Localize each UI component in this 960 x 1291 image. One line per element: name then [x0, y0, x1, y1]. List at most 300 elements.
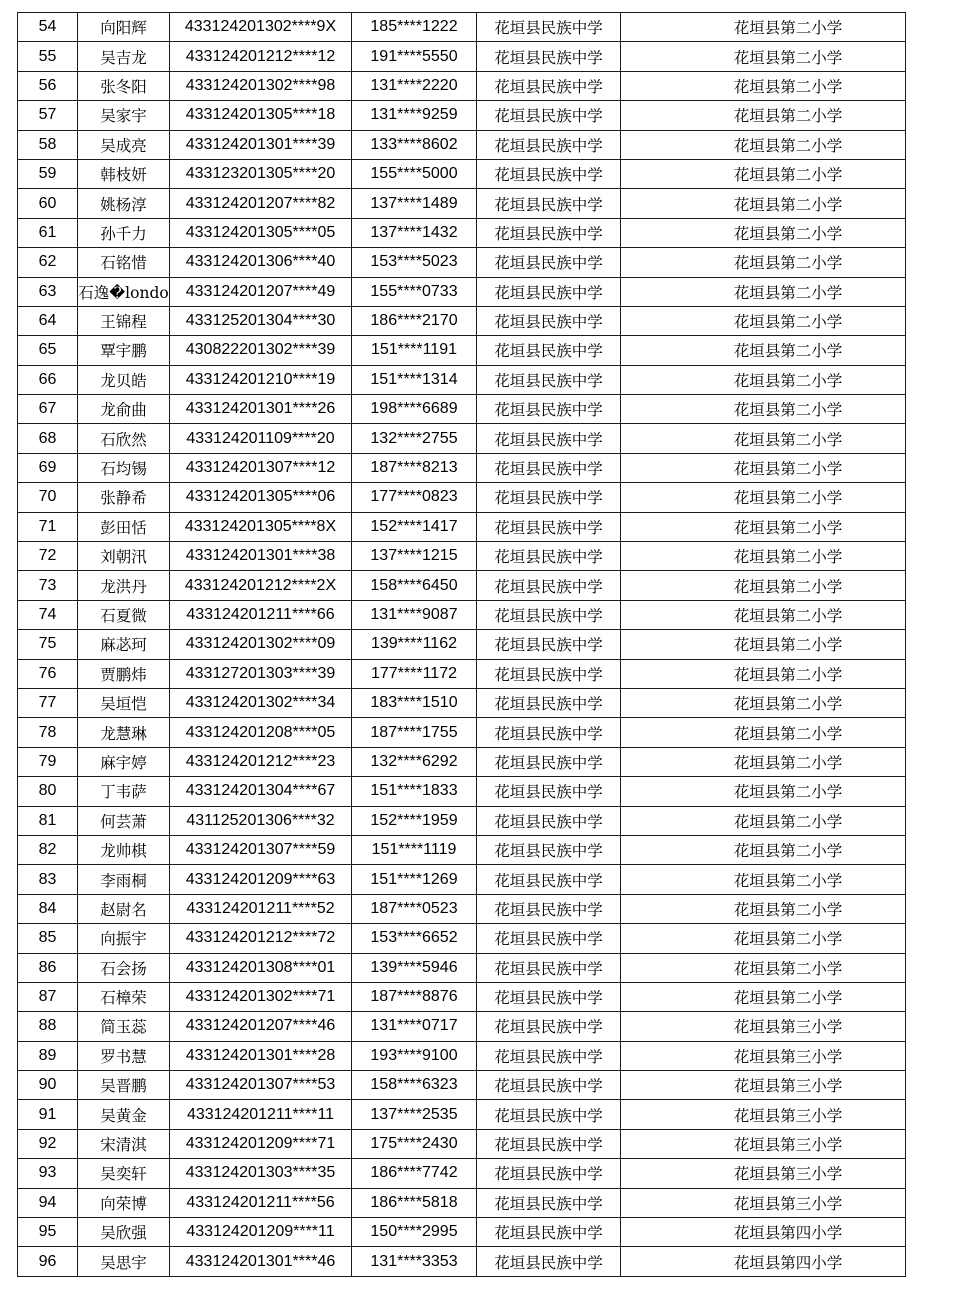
student-name-cell: 吴思宇	[78, 1247, 170, 1276]
id-number-cell: 433124201301****26	[170, 395, 352, 424]
id-number-cell: 433124201211****66	[170, 600, 352, 629]
id-number-cell: 430822201302****39	[170, 336, 352, 365]
current-school-cell: 花垣县民族中学	[477, 453, 621, 482]
phone-cell: 139****1162	[352, 630, 477, 659]
target-school-cell: 花垣县第二小学	[621, 982, 906, 1011]
current-school-cell: 花垣县民族中学	[477, 982, 621, 1011]
student-name-cell: 覃宇鹏	[78, 336, 170, 365]
student-name-cell: 吴家宇	[78, 101, 170, 130]
table-row	[18, 630, 906, 659]
current-school-cell: 花垣县民族中学	[477, 835, 621, 864]
phone-cell: 151****1119	[352, 835, 477, 864]
row-number-cell: 70	[18, 483, 78, 512]
id-number-cell: 433124201207****49	[170, 277, 352, 306]
table-row	[18, 747, 906, 776]
table-row	[18, 924, 906, 953]
table-row	[18, 1159, 906, 1188]
current-school-cell: 花垣县民族中学	[477, 1041, 621, 1070]
student-name-cell: 何芸萧	[78, 806, 170, 835]
id-number-cell: 433124201109****20	[170, 424, 352, 453]
row-number-cell: 72	[18, 542, 78, 571]
current-school-cell: 花垣县民族中学	[477, 600, 621, 629]
row-number-cell: 90	[18, 1071, 78, 1100]
target-school-cell: 花垣县第三小学	[621, 1071, 906, 1100]
id-number-cell: 431125201306****32	[170, 806, 352, 835]
phone-cell: 139****5946	[352, 953, 477, 982]
id-number-cell: 433124201301****38	[170, 542, 352, 571]
table-row	[18, 189, 906, 218]
target-school-cell: 花垣县第二小学	[621, 865, 906, 894]
target-school-cell: 花垣县第二小学	[621, 248, 906, 277]
current-school-cell: 花垣县民族中学	[477, 1071, 621, 1100]
target-school-cell: 花垣县第四小学	[621, 1218, 906, 1247]
table-body	[18, 13, 906, 1277]
table-row	[18, 865, 906, 894]
target-school-cell: 花垣县第三小学	[621, 1100, 906, 1129]
row-number-cell: 91	[18, 1100, 78, 1129]
target-school-cell: 花垣县第二小学	[621, 453, 906, 482]
current-school-cell: 花垣县民族中学	[477, 777, 621, 806]
phone-cell: 131****2220	[352, 71, 477, 100]
phone-cell: 132****6292	[352, 747, 477, 776]
table-row	[18, 1247, 906, 1276]
row-number-cell: 79	[18, 747, 78, 776]
phone-cell: 183****1510	[352, 688, 477, 717]
phone-cell: 155****5000	[352, 159, 477, 188]
table-row	[18, 306, 906, 335]
id-number-cell: 433124201210****19	[170, 365, 352, 394]
phone-cell: 133****8602	[352, 130, 477, 159]
student-name-cell: 丁韦萨	[78, 777, 170, 806]
table-row	[18, 777, 906, 806]
row-number-cell: 59	[18, 159, 78, 188]
id-number-cell: 433124201208****05	[170, 718, 352, 747]
target-school-cell: 花垣县第二小学	[621, 159, 906, 188]
current-school-cell: 花垣县民族中学	[477, 865, 621, 894]
target-school-cell: 花垣县第三小学	[621, 1129, 906, 1158]
target-school-cell: 花垣县第二小学	[621, 542, 906, 571]
student-name-cell: 孙千力	[78, 218, 170, 247]
phone-cell: 187****1755	[352, 718, 477, 747]
table-row	[18, 218, 906, 247]
phone-cell: 150****2995	[352, 1218, 477, 1247]
current-school-cell: 花垣县民族中学	[477, 365, 621, 394]
student-name-cell: 向荣博	[78, 1188, 170, 1217]
current-school-cell: 花垣县民族中学	[477, 71, 621, 100]
current-school-cell: 花垣县民族中学	[477, 571, 621, 600]
id-number-cell: 433127201303****39	[170, 659, 352, 688]
table-row	[18, 483, 906, 512]
table-row	[18, 982, 906, 1011]
current-school-cell: 花垣县民族中学	[477, 306, 621, 335]
phone-cell: 152****1959	[352, 806, 477, 835]
student-name-cell: 石会扬	[78, 953, 170, 982]
id-number-cell: 433124201304****67	[170, 777, 352, 806]
target-school-cell: 花垣县第二小学	[621, 336, 906, 365]
phone-cell: 177****0823	[352, 483, 477, 512]
table-row	[18, 806, 906, 835]
id-number-cell: 433124201307****53	[170, 1071, 352, 1100]
phone-cell: 153****5023	[352, 248, 477, 277]
current-school-cell: 花垣县民族中学	[477, 718, 621, 747]
student-name-cell: 麻苾珂	[78, 630, 170, 659]
student-name-cell: 龙慧琳	[78, 718, 170, 747]
student-name-cell: 石铭惜	[78, 248, 170, 277]
current-school-cell: 花垣县民族中学	[477, 1159, 621, 1188]
table-row	[18, 1071, 906, 1100]
id-number-cell: 433124201307****59	[170, 835, 352, 864]
target-school-cell: 花垣县第二小学	[621, 747, 906, 776]
target-school-cell: 花垣县第四小学	[621, 1247, 906, 1276]
id-number-cell: 433124201302****9X	[170, 13, 352, 42]
phone-cell: 187****8876	[352, 982, 477, 1011]
target-school-cell: 花垣县第二小学	[621, 630, 906, 659]
target-school-cell: 花垣县第二小学	[621, 395, 906, 424]
id-number-cell: 433124201209****71	[170, 1129, 352, 1158]
phone-cell: 185****1222	[352, 13, 477, 42]
table-row	[18, 159, 906, 188]
id-number-cell: 433124201301****39	[170, 130, 352, 159]
target-school-cell: 花垣县第二小学	[621, 953, 906, 982]
row-number-cell: 63	[18, 277, 78, 306]
student-name-cell: 麻宇婷	[78, 747, 170, 776]
table-row	[18, 571, 906, 600]
student-name-cell: 石樟荣	[78, 982, 170, 1011]
target-school-cell: 花垣县第二小学	[621, 101, 906, 130]
target-school-cell: 花垣县第二小学	[621, 306, 906, 335]
phone-cell: 151****1191	[352, 336, 477, 365]
target-school-cell: 花垣县第二小学	[621, 600, 906, 629]
current-school-cell: 花垣县民族中学	[477, 336, 621, 365]
id-number-cell: 433124201211****52	[170, 894, 352, 923]
table-row	[18, 42, 906, 71]
target-school-cell: 花垣县第二小学	[621, 365, 906, 394]
phone-cell: 131****3353	[352, 1247, 477, 1276]
row-number-cell: 64	[18, 306, 78, 335]
phone-cell: 131****9259	[352, 101, 477, 130]
table-row	[18, 1100, 906, 1129]
phone-cell: 132****2755	[352, 424, 477, 453]
table-row	[18, 365, 906, 394]
table-row	[18, 130, 906, 159]
id-number-cell: 433124201212****23	[170, 747, 352, 776]
phone-cell: 175****2430	[352, 1129, 477, 1158]
row-number-cell: 76	[18, 659, 78, 688]
target-school-cell: 花垣县第二小学	[621, 71, 906, 100]
student-name-cell: 石欣然	[78, 424, 170, 453]
target-school-cell: 花垣县第二小学	[621, 424, 906, 453]
target-school-cell: 花垣县第二小学	[621, 483, 906, 512]
target-school-cell: 花垣县第三小学	[621, 1159, 906, 1188]
id-number-cell: 433124201211****56	[170, 1188, 352, 1217]
phone-cell: 187****0523	[352, 894, 477, 923]
row-number-cell: 96	[18, 1247, 78, 1276]
student-name-cell: 韩枝妍	[78, 159, 170, 188]
current-school-cell: 花垣县民族中学	[477, 542, 621, 571]
phone-cell: 151****1314	[352, 365, 477, 394]
current-school-cell: 花垣县民族中学	[477, 806, 621, 835]
row-number-cell: 71	[18, 512, 78, 541]
current-school-cell: 花垣县民族中学	[477, 483, 621, 512]
row-number-cell: 62	[18, 248, 78, 277]
id-number-cell: 433124201207****82	[170, 189, 352, 218]
id-number-cell: 433124201308****01	[170, 953, 352, 982]
phone-cell: 191****5550	[352, 42, 477, 71]
student-name-cell: 吴欣强	[78, 1218, 170, 1247]
current-school-cell: 花垣县民族中学	[477, 924, 621, 953]
phone-cell: 153****6652	[352, 924, 477, 953]
student-name-cell: 罗书慧	[78, 1041, 170, 1070]
student-name-cell: 吴垣恺	[78, 688, 170, 717]
row-number-cell: 60	[18, 189, 78, 218]
target-school-cell: 花垣县第二小学	[621, 894, 906, 923]
student-name-cell: 龙帅棋	[78, 835, 170, 864]
student-name-cell: 贾鹏炜	[78, 659, 170, 688]
phone-cell: 187****8213	[352, 453, 477, 482]
phone-cell: 137****1489	[352, 189, 477, 218]
row-number-cell: 88	[18, 1012, 78, 1041]
id-number-cell: 433124201212****2X	[170, 571, 352, 600]
target-school-cell: 花垣县第三小学	[621, 1012, 906, 1041]
phone-cell: 198****6689	[352, 395, 477, 424]
current-school-cell: 花垣县民族中学	[477, 688, 621, 717]
id-number-cell: 433124201301****28	[170, 1041, 352, 1070]
id-number-cell: 433124201301****46	[170, 1247, 352, 1276]
current-school-cell: 花垣县民族中学	[477, 159, 621, 188]
phone-cell: 137****1215	[352, 542, 477, 571]
student-name-cell: 李雨桐	[78, 865, 170, 894]
target-school-cell: 花垣县第二小学	[621, 924, 906, 953]
student-name-cell: 龙洪丹	[78, 571, 170, 600]
row-number-cell: 82	[18, 835, 78, 864]
current-school-cell: 花垣县民族中学	[477, 512, 621, 541]
phone-cell: 186****2170	[352, 306, 477, 335]
phone-cell: 186****5818	[352, 1188, 477, 1217]
row-number-cell: 75	[18, 630, 78, 659]
target-school-cell: 花垣县第二小学	[621, 13, 906, 42]
student-name-cell: 吴黄金	[78, 1100, 170, 1129]
phone-cell: 131****9087	[352, 600, 477, 629]
id-number-cell: 433124201209****63	[170, 865, 352, 894]
row-number-cell: 69	[18, 453, 78, 482]
phone-cell: 151****1269	[352, 865, 477, 894]
id-number-cell: 433124201212****72	[170, 924, 352, 953]
target-school-cell: 花垣县第二小学	[621, 777, 906, 806]
table-row	[18, 101, 906, 130]
row-number-cell: 83	[18, 865, 78, 894]
student-name-cell: 吴吉龙	[78, 42, 170, 71]
row-number-cell: 87	[18, 982, 78, 1011]
phone-cell: 155****0733	[352, 277, 477, 306]
row-number-cell: 84	[18, 894, 78, 923]
current-school-cell: 花垣县民族中学	[477, 248, 621, 277]
table-row	[18, 600, 906, 629]
row-number-cell: 66	[18, 365, 78, 394]
row-number-cell: 55	[18, 42, 78, 71]
student-name-cell: 宋清淇	[78, 1129, 170, 1158]
table-row	[18, 13, 906, 42]
current-school-cell: 花垣县民族中学	[477, 1218, 621, 1247]
student-name-cell: 刘朝汛	[78, 542, 170, 571]
row-number-cell: 57	[18, 101, 78, 130]
id-number-cell: 433124201306****40	[170, 248, 352, 277]
table-row	[18, 424, 906, 453]
row-number-cell: 65	[18, 336, 78, 365]
phone-cell: 158****6450	[352, 571, 477, 600]
target-school-cell: 花垣县第二小学	[621, 835, 906, 864]
student-name-cell: 吴成亮	[78, 130, 170, 159]
row-number-cell: 94	[18, 1188, 78, 1217]
phone-cell: 137****1432	[352, 218, 477, 247]
student-name-cell: 张冬阳	[78, 71, 170, 100]
target-school-cell: 花垣县第二小学	[621, 571, 906, 600]
current-school-cell: 花垣县民族中学	[477, 1247, 621, 1276]
target-school-cell: 花垣县第二小学	[621, 189, 906, 218]
target-school-cell: 花垣县第三小学	[621, 1188, 906, 1217]
row-number-cell: 93	[18, 1159, 78, 1188]
current-school-cell: 花垣县民族中学	[477, 189, 621, 218]
student-name-cell: 石夏微	[78, 600, 170, 629]
id-number-cell: 433124201211****11	[170, 1100, 352, 1129]
table-row	[18, 1188, 906, 1217]
current-school-cell: 花垣县民族中学	[477, 130, 621, 159]
id-number-cell: 433124201212****12	[170, 42, 352, 71]
student-name-cell: 向阳辉	[78, 13, 170, 42]
target-school-cell: 花垣县第二小学	[621, 277, 906, 306]
student-name-cell: 彭田恬	[78, 512, 170, 541]
id-number-cell: 433124201302****98	[170, 71, 352, 100]
phone-cell: 177****1172	[352, 659, 477, 688]
table-row	[18, 277, 906, 306]
id-number-cell: 433124201302****71	[170, 982, 352, 1011]
target-school-cell: 花垣县第二小学	[621, 512, 906, 541]
id-number-cell: 433124201305****05	[170, 218, 352, 247]
table-row	[18, 659, 906, 688]
target-school-cell: 花垣县第二小学	[621, 130, 906, 159]
current-school-cell: 花垣县民族中学	[477, 894, 621, 923]
target-school-cell: 花垣县第二小学	[621, 42, 906, 71]
table-row	[18, 1218, 906, 1247]
row-number-cell: 85	[18, 924, 78, 953]
student-name-cell: 姚杨淳	[78, 189, 170, 218]
current-school-cell: 花垣县民族中学	[477, 1129, 621, 1158]
student-name-cell: 石逸�londo	[78, 277, 170, 306]
table-row	[18, 395, 906, 424]
id-number-cell: 433124201302****09	[170, 630, 352, 659]
student-name-cell: 赵尉名	[78, 894, 170, 923]
target-school-cell: 花垣县第二小学	[621, 806, 906, 835]
row-number-cell: 92	[18, 1129, 78, 1158]
id-number-cell: 433124201305****8X	[170, 512, 352, 541]
student-list-page	[17, 12, 906, 1277]
id-number-cell: 433124201303****35	[170, 1159, 352, 1188]
current-school-cell: 花垣县民族中学	[477, 1100, 621, 1129]
row-number-cell: 58	[18, 130, 78, 159]
table-row	[18, 1041, 906, 1070]
phone-cell: 186****7742	[352, 1159, 477, 1188]
row-number-cell: 67	[18, 395, 78, 424]
target-school-cell: 花垣县第二小学	[621, 718, 906, 747]
table-row	[18, 718, 906, 747]
current-school-cell: 花垣县民族中学	[477, 101, 621, 130]
id-number-cell: 433123201305****20	[170, 159, 352, 188]
current-school-cell: 花垣县民族中学	[477, 277, 621, 306]
row-number-cell: 68	[18, 424, 78, 453]
id-number-cell: 433124201307****12	[170, 453, 352, 482]
row-number-cell: 56	[18, 71, 78, 100]
current-school-cell: 花垣县民族中学	[477, 953, 621, 982]
table-row	[18, 835, 906, 864]
table-row	[18, 512, 906, 541]
table-row	[18, 688, 906, 717]
phone-cell: 151****1833	[352, 777, 477, 806]
row-number-cell: 89	[18, 1041, 78, 1070]
phone-cell: 137****2535	[352, 1100, 477, 1129]
current-school-cell: 花垣县民族中学	[477, 424, 621, 453]
row-number-cell: 86	[18, 953, 78, 982]
row-number-cell: 54	[18, 13, 78, 42]
current-school-cell: 花垣县民族中学	[477, 659, 621, 688]
target-school-cell: 花垣县第二小学	[621, 688, 906, 717]
row-number-cell: 81	[18, 806, 78, 835]
id-number-cell: 433124201207****46	[170, 1012, 352, 1041]
student-name-cell: 向振宇	[78, 924, 170, 953]
current-school-cell: 花垣县民族中学	[477, 747, 621, 776]
table-row	[18, 953, 906, 982]
table-row	[18, 1129, 906, 1158]
student-name-cell: 龙俞曲	[78, 395, 170, 424]
table-row	[18, 453, 906, 482]
row-number-cell: 77	[18, 688, 78, 717]
row-number-cell: 61	[18, 218, 78, 247]
phone-cell: 158****6323	[352, 1071, 477, 1100]
row-number-cell: 73	[18, 571, 78, 600]
student-name-cell: 吴晋鹏	[78, 1071, 170, 1100]
student-name-cell: 王锦程	[78, 306, 170, 335]
student-name-cell: 简玉蕊	[78, 1012, 170, 1041]
current-school-cell: 花垣县民族中学	[477, 218, 621, 247]
table-row	[18, 248, 906, 277]
current-school-cell: 花垣县民族中学	[477, 1012, 621, 1041]
current-school-cell: 花垣县民族中学	[477, 395, 621, 424]
phone-cell: 193****9100	[352, 1041, 477, 1070]
current-school-cell: 花垣县民族中学	[477, 42, 621, 71]
student-table	[17, 12, 906, 1277]
id-number-cell: 433124201305****06	[170, 483, 352, 512]
id-number-cell: 433124201209****11	[170, 1218, 352, 1247]
current-school-cell: 花垣县民族中学	[477, 1188, 621, 1217]
id-number-cell: 433125201304****30	[170, 306, 352, 335]
student-name-cell: 张静希	[78, 483, 170, 512]
student-name-cell: 石均锡	[78, 453, 170, 482]
student-name-cell: 吴奕轩	[78, 1159, 170, 1188]
table-row	[18, 336, 906, 365]
phone-cell: 131****0717	[352, 1012, 477, 1041]
current-school-cell: 花垣县民族中学	[477, 13, 621, 42]
table-row	[18, 1012, 906, 1041]
row-number-cell: 80	[18, 777, 78, 806]
table-row	[18, 71, 906, 100]
target-school-cell: 花垣县第二小学	[621, 659, 906, 688]
student-name-cell: 龙贝皓	[78, 365, 170, 394]
row-number-cell: 95	[18, 1218, 78, 1247]
id-number-cell: 433124201302****34	[170, 688, 352, 717]
id-number-cell: 433124201305****18	[170, 101, 352, 130]
target-school-cell: 花垣县第三小学	[621, 1041, 906, 1070]
table-row	[18, 894, 906, 923]
row-number-cell: 74	[18, 600, 78, 629]
phone-cell: 152****1417	[352, 512, 477, 541]
